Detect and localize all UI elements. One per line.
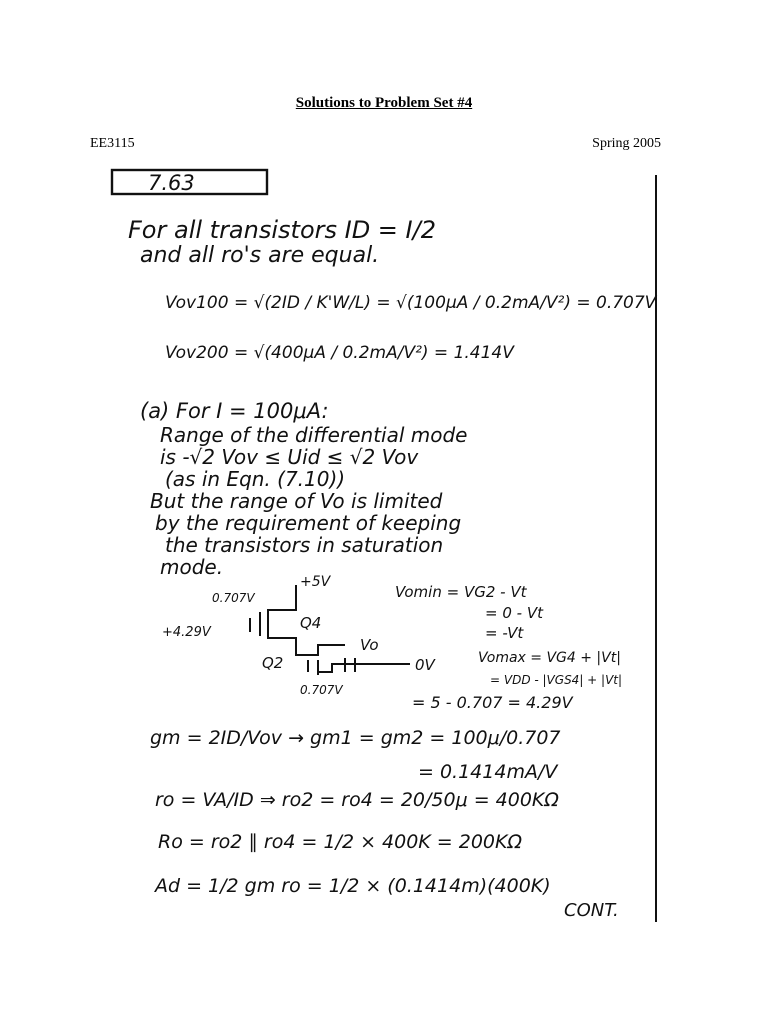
hw-line-9: But the range of Vo is limited <box>150 489 443 513</box>
hw-line-13: gm = 2ID/Vov → gm1 = gm2 = 100μ/0.707 <box>150 727 561 749</box>
hw-line-17: Ad = 1/2 gm ro = 1/2 × (0.1414m)(400K) <box>155 875 551 897</box>
hw-line-11: the transistors in saturation <box>165 533 444 557</box>
circuit-vo: Vo <box>360 636 379 654</box>
course-code: EE3115 <box>90 136 135 151</box>
note-vomax-3: = 5 - 0.707 = 4.29V <box>412 693 573 712</box>
hw-line-2: and all ro's are equal. <box>140 243 380 268</box>
note-vomax-2: = VDD - |VGS4| + |Vt| <box>490 673 623 687</box>
term-label: Spring 2005 <box>592 136 661 151</box>
hw-line-3: Vov100 = √(2ID / K'W/L) = √(100μA / 0.2mA/V²) = 0.707V <box>165 293 657 313</box>
note-vomin-3: = -Vt <box>485 624 524 642</box>
circuit-vg4: +4.29V <box>162 625 211 640</box>
hw-line-15: ro = VA/ID ⇒ ro2 = ro4 = 20/50μ = 400KΩ <box>155 789 559 811</box>
hw-line-16: Ro = ro2 ∥ ro4 = 1/2 × 400K = 200KΩ <box>158 831 522 853</box>
circuit-q4: Q4 <box>300 614 322 632</box>
hw-line-12: mode. <box>160 555 224 579</box>
circuit-q2: Q2 <box>262 654 284 672</box>
circuit-vgs4: 0.707V <box>212 591 255 605</box>
note-vomin: Vomin = VG2 - Vt <box>395 583 527 601</box>
hw-line-1: For all transistors ID = I/2 <box>128 216 436 244</box>
hw-line-10: by the requirement of keeping <box>155 511 462 535</box>
circuit-vdd: +5V <box>300 574 331 590</box>
note-vomin-2: = 0 - Vt <box>485 604 543 622</box>
circuit-vgs2: 0.707V <box>300 683 343 697</box>
hw-line-18: CONT. <box>564 900 619 921</box>
circuit-zero: 0V <box>415 656 435 674</box>
problem-number: 7.63 <box>148 171 195 195</box>
hw-line-14: = 0.1414mA/V <box>418 761 558 783</box>
hw-line-7: is -√2 Vov ≤ Uid ≤ √2 Vov <box>160 445 419 469</box>
page-title: Solutions to Problem Set #4 <box>295 95 473 111</box>
hw-line-4: Vov200 = √(400μA / 0.2mA/V²) = 1.414V <box>165 343 514 363</box>
hw-line-5: (a) For I = 100μA: <box>140 399 329 423</box>
hw-line-8: (as in Eqn. (7.10)) <box>165 467 346 491</box>
note-vomax: Vomax = VG4 + |Vt| <box>478 650 621 666</box>
hw-line-6: Range of the differential mode <box>160 423 468 447</box>
